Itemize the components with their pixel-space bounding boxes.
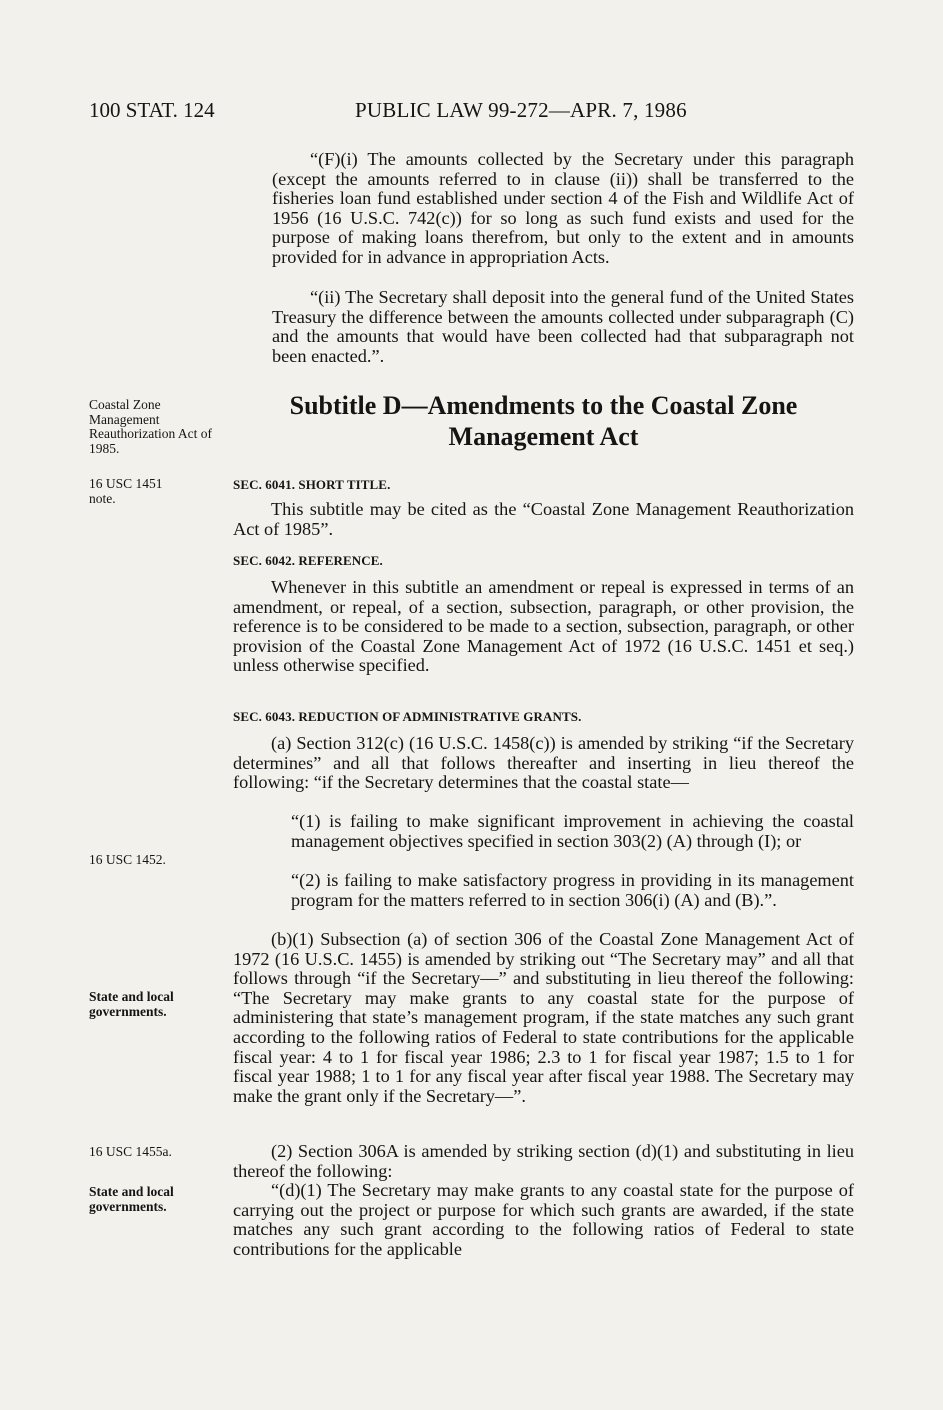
quote-paragraph-ii: “(ii) The Secretary shall deposit into the general fund of the United States Treasury the difference between the amounts collected under subparagraph (C) and the amounts that would have been collected had that subparagraph not been enacted.”. bbox=[272, 287, 854, 366]
margin-note-state-and-local-1: State and local governments. bbox=[89, 989, 174, 1019]
quote-paragraph-f-i: “(F)(i) The amounts collected by the Secretary under this paragraph (except the amounts referred to in clause (ii)) shall be transferred to the fisheries loan fund established under section 4 of the Fish and Wildlife Act of 1956 (16 U.S.C. 742(c)) for so long as such fund exists and used for the purpose of making loans therefrom, but only to the extent and in amounts provided for in advance in appropriation Acts. bbox=[272, 149, 854, 267]
section-6043-heading: SEC. 6043. REDUCTION OF ADMINISTRATIVE GRANTS. bbox=[233, 709, 582, 724]
margin-note-coastal-zone: Coastal Zone Management Reauthorization Act of 1985. bbox=[89, 397, 212, 456]
running-header: PUBLIC LAW 99-272—APR. 7, 1986 bbox=[355, 98, 687, 122]
margin-note-16-usc-1451: 16 USC 1451 note. bbox=[89, 476, 163, 506]
section-6043-b2-text: (2) Section 306A is amended by striking section (d)(1) and substituting in lieu thereof the following: bbox=[233, 1141, 854, 1181]
section-6043-a2-text: “(2) is failing to make satisfactory progress in providing in its management program for the matters referred to in section 306(i) (A) and (B).”. bbox=[291, 870, 854, 910]
section-6043-d1-text: “(d)(1) The Secretary may make grants to any coastal state for the purpose of carrying out the project or purpose for which such grants are awarded, if the state matches any such grant according to the following ratios of Federal to state contributions for the applicable bbox=[233, 1180, 854, 1259]
section-6042-text: Whenever in this subtitle an amendment or repeal is expressed in terms of an amendment, or repeal, of a section, subsection, paragraph, or other provision, the reference is to be considered to be made to a section, subsection, paragraph, or other provision of the Coastal Zone Management Act of 1972 (16 U.S.C. 1451 et seq.) unless otherwise specified. bbox=[233, 577, 854, 676]
section-6042-heading: SEC. 6042. REFERENCE. bbox=[233, 553, 383, 568]
section-6041-heading: SEC. 6041. SHORT TITLE. bbox=[233, 477, 391, 492]
margin-note-state-and-local-2: State and local governments. bbox=[89, 1184, 174, 1214]
margin-note-16-usc-1452: 16 USC 1452. bbox=[89, 852, 166, 867]
statute-page-number: 100 STAT. 124 bbox=[89, 98, 215, 122]
section-6043-b1-text: (b)(1) Subsection (a) of section 306 of the Coastal Zone Management Act of 1972 (16 U.S.C. 1455) is amended by striking out “The Secretary may” and all that follows through “if the Secretary—” and substituting in lieu thereof the following: “The Secretary may make grants to any coastal state for the purpose of administering that state’s management program, if the state matches any such grant according to the following ratios of Federal to state contributions for the applicable fiscal year: 4 to 1 for fiscal year 1986; 2.3 to 1 for fiscal year 1987; 1.5 to 1 for fiscal year 1988; 1 to 1 for any fiscal year after fiscal year 1988. The Secretary may make the grant only if the Secretary—”. bbox=[233, 929, 854, 1106]
subtitle-heading: Subtitle D—Amendments to the Coastal Zone Management Act bbox=[289, 391, 798, 451]
section-6041-text: This subtitle may be cited as the “Coastal Zone Management Reauthorization Act of 1985”. bbox=[233, 499, 854, 539]
section-6043-a-text: (a) Section 312(c) (16 U.S.C. 1458(c)) is amended by striking “if the Secretary determines” and all that follows thereafter and inserting in lieu thereof the following: “if the Secretary determines that the coastal state— bbox=[233, 733, 854, 793]
margin-note-16-usc-1455a: 16 USC 1455a. bbox=[89, 1144, 172, 1159]
section-6043-a1-text: “(1) is failing to make significant improvement in achieving the coastal management objectives specified in section 303(2) (A) through (I); or bbox=[291, 811, 854, 851]
